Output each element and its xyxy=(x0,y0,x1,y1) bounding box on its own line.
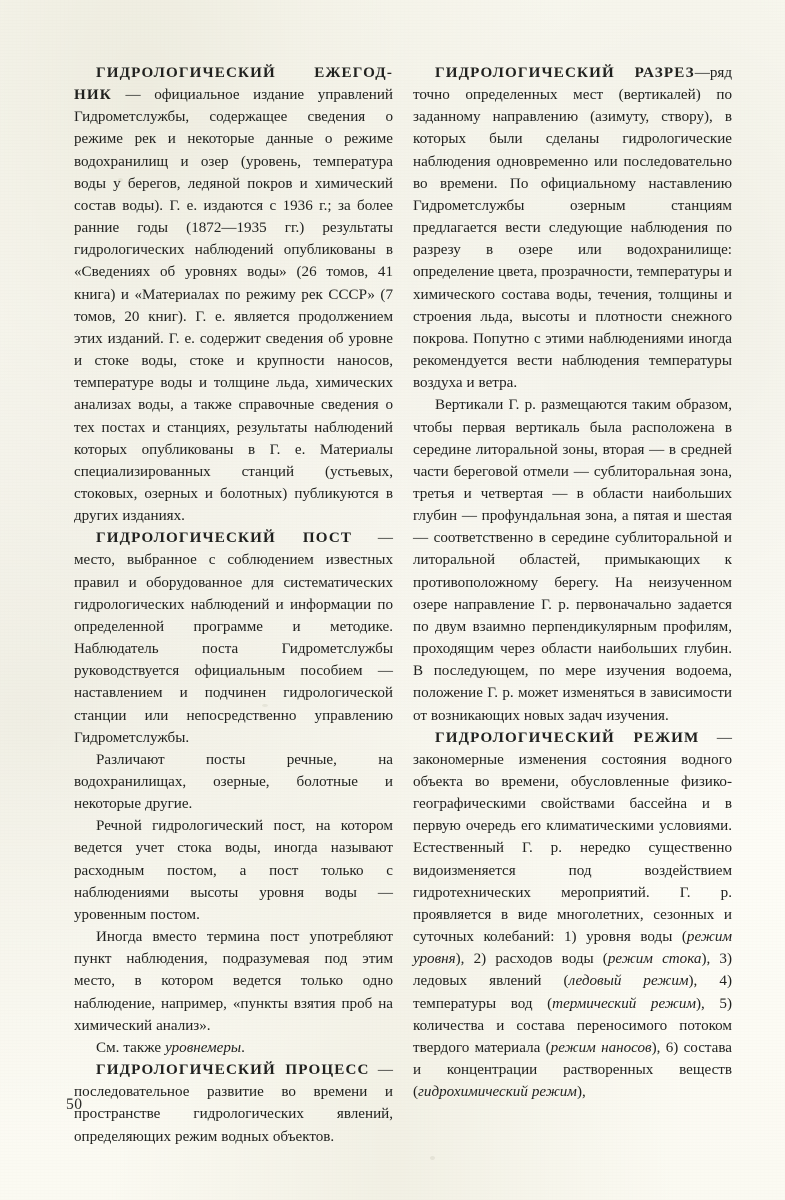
entry-term: ГИДРОЛОГИЧЕСКИЙ ЕЖЕГОД-НИК xyxy=(74,65,393,104)
regime-sep-4: ), 5) количества и состава переносимого потоком твердого материала ( xyxy=(413,995,732,1056)
paragraph-verticals: Вертикали Г. р. размещаются таким образом, чтобы первая вертикаль была расположена в середине литоральной зоны, вторая — в средней части береговой отмели — сублиторальная зона, третья и четвертая — в области наибольших глубин — профундальная зона, а пятая и шестая — соответственно в середине сублиторальной и литоральной областей, примыкающих к противоположному берегу. На неизученном озере направление Г. р. первоначально задается по двум взаимно перпендикулярным профилям, проходящим через области наибольших глубин. В последующем, по мере изучения водоема, положение Г. р. может изменяться в зависимости от возникающих новых задач изучения. xyxy=(413,397,732,724)
paragraph-observation-point: Иногда вместо термина пост употребляют пункт наблюдения, подразумевая под этим место, в котором ведется только одно наблюдение, например, «пункты взятия проб на химический анализ». xyxy=(74,929,393,1034)
regime-term-2: режим стока xyxy=(607,951,702,968)
regime-term-3: ледовый режим xyxy=(568,973,689,990)
entry-term: ГИДРОЛОГИЧЕСКИЙ ПОСТ xyxy=(96,530,353,547)
see-also-prefix: См. также xyxy=(96,1039,166,1056)
entry-gidrologicheskiy-razrez xyxy=(413,62,732,394)
regime-term-6: гидрохимический режим xyxy=(418,1084,577,1101)
two-column-text-body xyxy=(74,62,732,1148)
regime-sep-5: ), 6) состава и концентрации растворенных веществ ( xyxy=(413,1039,733,1101)
entry-gidrologicheskiy-protsess xyxy=(74,1059,393,1148)
entry-term: ГИДРОЛОГИЧЕСКИЙ РАЗРЕЗ xyxy=(435,65,695,81)
entry-gidrologicheskiy-post xyxy=(74,527,393,749)
regime-term-5: режим наносов xyxy=(550,1039,652,1056)
entry-term: ГИДРОЛОГИЧЕСКИЙ РЕЖИМ xyxy=(435,729,700,746)
see-also-reference[interactable]: уровнемеры xyxy=(165,1039,242,1056)
entry-gidrologicheskiy-rezhim xyxy=(413,727,732,1104)
entry-body-part1: — закономерные изменения состояния водного объекта во времени, обусловленные физико-географическими свойствами бассейна и в первую очередь его климатическими условиями. Естественный Г. р. нередко существенно видоизменяется под воздействием гидротехнических мероприятий. Г. р. проявляется в виде многолетних, сезонных и суточных колебаний: 1) уровня воды ( xyxy=(413,729,732,946)
paragraph-post-types: Различают посты речные, на водохранилищах, озерные, болотные и некоторые другие. xyxy=(74,751,393,813)
entry-body: — официальное издание управлений Гидрометслужбы, содержащее сведения о режиме рек и некоторые данные о режиме водохранилищ и озер (уровень, температура воды у берегов, ледяной покров и химический состав воды). Г. е. издаются с 1936 г.; за более ранние годы (1872—1935 гг.) результаты гидрологических наблюдений опубликованы в «Сведениях об уровнях воды» (26 томов, 41 книга) и «Материалах по режиму рек СССР» (7 томов, 20 книг). Г. е. является продолжением этих изданий. Г. е. содержит сведения об уровне и стоке воды, стоке и крупности наносов, температуре воды и толщине льда, химических анализах воды, а также справочные сведения о тех постах и станциях, результаты наблюдений которых опубликованы в Г. е. Материалы специализированных станций (устьевых, стоковых, озерных и болотных) публикуются в других изданиях. xyxy=(74,87,393,525)
see-also-suffix: . xyxy=(241,1039,245,1056)
entry-body: — место, выбранное с соблюдением известных правил и оборудованное для систематических гидрологических наблюдений и информации по определенной программе и методике. Наблюдатель поста Гидрометслужбы руководствуется официальным пособием — наставлением и подчинен гидрологической станции или непосредственно управлению Гидрометслужбы. xyxy=(74,530,393,746)
regime-sep-3: ), 4) температуры вод ( xyxy=(413,973,732,1012)
regime-term-4: термический режим xyxy=(552,995,696,1012)
see-also-line xyxy=(74,1037,393,1059)
regime-sep-1: ), 2) расходов воды ( xyxy=(455,951,608,968)
right-column xyxy=(413,62,732,1148)
left-column xyxy=(74,62,393,1148)
entry-body: — последовательное развитие во времени и пространстве гидрологических явлений, определяющих режим водных объектов. xyxy=(74,1062,393,1145)
entry-term: ГИДРОЛОГИЧЕСКИЙ ПРОЦЕСС xyxy=(96,1062,370,1079)
regime-term-1: режим уровня xyxy=(413,929,732,968)
regime-sep-2: ), 3) ледовых явлений ( xyxy=(413,951,732,990)
entry-body: —ряд точно определенных мест (вертикалей) по заданному направлению (азимуту, створу), в которых были сделаны гидрологические наблюдения одновременно или последовательно во времени. По официальному наставлению Гидрометслужбы озерным станциям предлагается вести следующие наблюдения по разрезу в озере или водохранилище: определение цвета, прозрачности, температуры и химического состава воды, течения, толщины и строения льда, высоты и плотности снежного покрова. Попутно с этими наблюдениями иногда рекомендуется вести наблюдения температуры воздуха и ветра. xyxy=(413,65,732,392)
regime-tail: ), xyxy=(576,1084,586,1101)
page-number: 50 xyxy=(66,1096,83,1113)
entry-gidrologicheskiy-ezhegodnik xyxy=(74,62,393,527)
paragraph-river-post: Речной гидрологический пост, на котором ведется учет стока воды, иногда называют расходным постом, а пост только с наблюдениями высоты уровня воды — уровенным постом. xyxy=(74,818,393,923)
